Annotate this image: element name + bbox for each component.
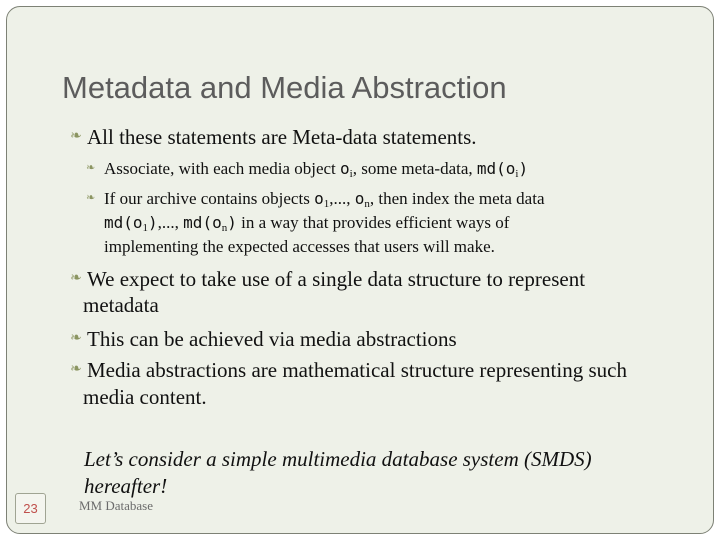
bullet-icon: ❧ [70,361,82,377]
object-symbol: o [314,189,324,208]
closing-note [84,446,644,500]
metadata-function: md(o [183,213,222,232]
subscript: n [364,198,370,210]
bullet-5-text: This can be achieved via media abstractions [87,327,457,351]
text-segment: If our archive contains objects [104,189,315,208]
sub-bullet-2-line-3: implementing the expected accesses that users will make. [104,237,495,256]
bullet-icon: ❧ [70,330,82,346]
bullet-4-line-2: metadata [83,293,159,317]
subscript: 1 [323,198,330,210]
sub-bullet-1-text [104,157,528,180]
subscript: i [515,168,519,180]
subscript: n [221,222,228,234]
bullet-4-line-1: We expect to take use of a single data structure to represent [87,267,586,291]
sub-bullet-2-line-2 [104,211,509,234]
footer-text: MM Database [79,498,154,513]
paren: ) [518,159,529,178]
bullet-icon: ❧ [86,191,96,204]
text-segment: , then index the meta data [369,189,545,208]
bullet-icon: ❧ [86,161,96,174]
bullet-6-line-1: Media abstractions are mathematical structure representing such [87,358,627,382]
paren: ) [227,213,237,232]
text-segment: , some meta-data, [352,159,477,178]
sub-bullet-2-line-1 [104,187,545,210]
object-symbol: o [340,159,350,178]
object-symbol: o [354,189,365,208]
bullet-6-line-2: media content. [83,385,207,409]
text-segment: in a way that provides efficient ways of [236,213,510,232]
metadata-function: md(o [476,159,516,178]
subscript: i [349,168,353,180]
subscript: 1 [142,222,149,234]
metadata-function: md(o [104,213,143,232]
text-segment: Associate, with each media object [104,159,341,178]
bullet-icon: ❧ [70,128,82,144]
text-segment: ,..., [157,213,184,232]
paren: ) [148,213,158,232]
slide-title: Metadata and Media Abstraction [62,70,507,105]
bullet-icon: ❧ [70,270,82,286]
closing-note-line-1: Let’s consider a simple multimedia database system (SMDS) [84,447,592,471]
page-number: 23 [15,493,46,524]
bullet-1-text: All these statements are Meta-data statements. [87,125,477,149]
text-segment: ,..., [329,189,355,208]
closing-note-line-2: hereafter! [84,474,168,498]
